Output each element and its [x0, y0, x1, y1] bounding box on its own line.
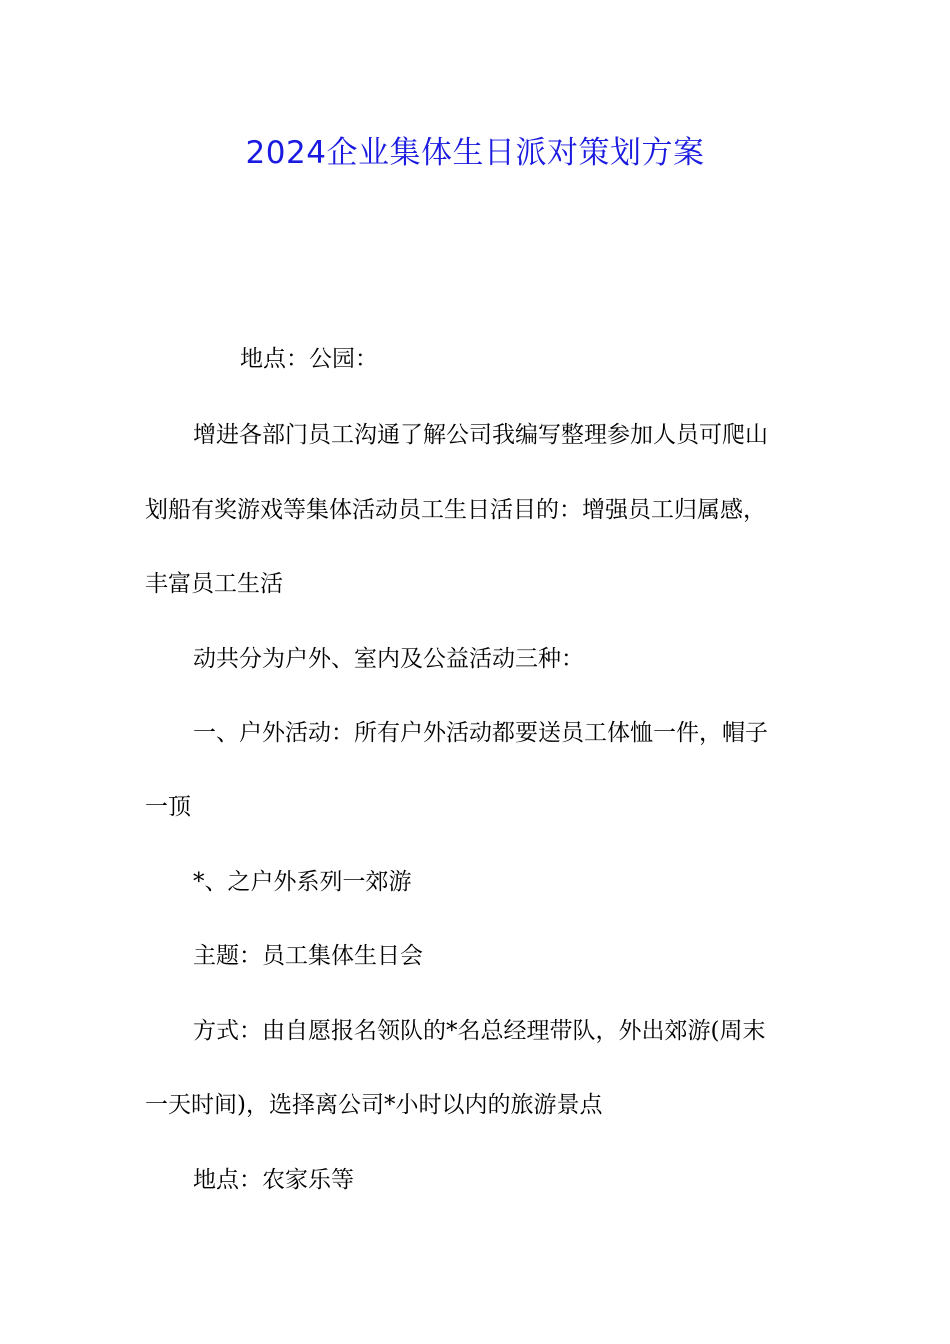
paragraph-line: 地点：农家乐等 — [193, 1167, 354, 1193]
paragraph-line: 方式：由自愿报名领队的*名总经理带队，外出郊游(周末 — [193, 1018, 766, 1044]
paragraph-line: 主题：员工集体生日会 — [193, 943, 423, 969]
paragraph-line: 丰富员工生活 — [145, 571, 283, 597]
section-heading: *、之户外系列一郊游 — [193, 869, 412, 895]
paragraph-line: 一、户外活动：所有户外活动都要送员工体恤一件，帽子 — [193, 720, 768, 746]
paragraph-line: 一顶 — [145, 794, 191, 820]
document-title: 2024企业集体生日派对策划方案 — [245, 135, 705, 171]
paragraph-line: 增进各部门员工沟通了解公司我编写整理参加人员可爬山 — [193, 422, 768, 448]
paragraph-line: 一天时间)，选择离公司*小时以内的旅游景点 — [145, 1092, 603, 1118]
paragraph-location: 地点：公园： — [240, 346, 378, 372]
paragraph-line: 动共分为户外、室内及公益活动三种： — [193, 646, 584, 672]
paragraph-line: 划船有奖游戏等集体活动员工生日活目的：增强员工归属感， — [145, 497, 766, 523]
